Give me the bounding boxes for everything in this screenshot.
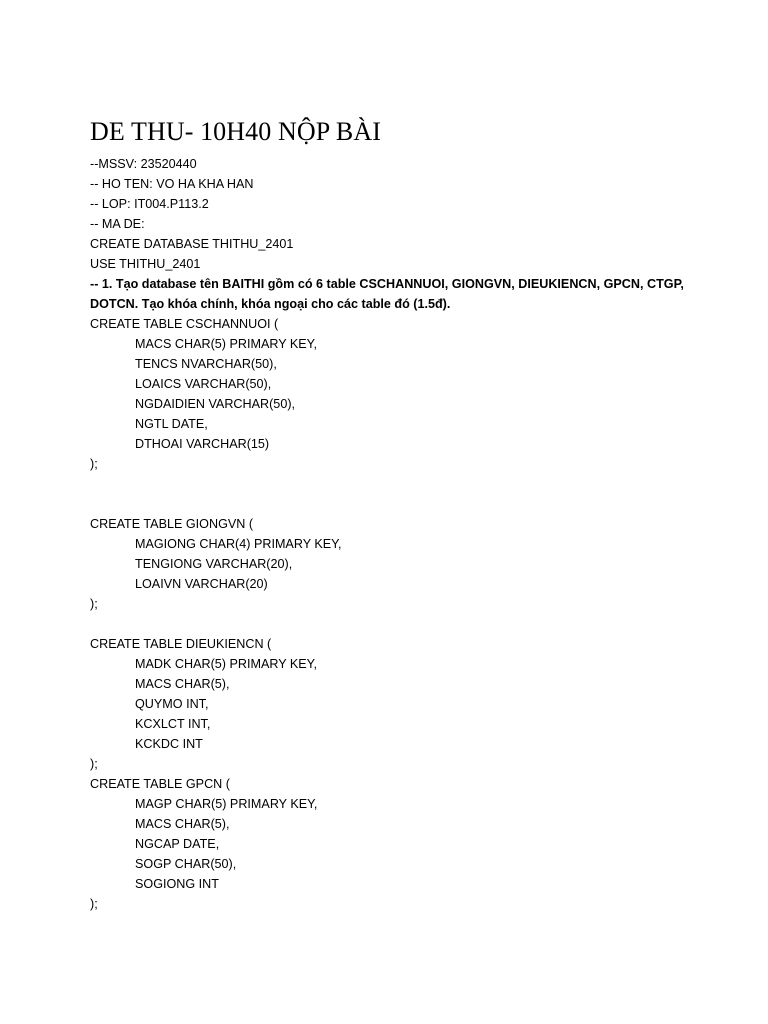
document-line: -- MA DE:	[90, 217, 145, 231]
document-line: CREATE TABLE GIONGVN (	[90, 517, 254, 531]
document-title: DE THU- 10H40 NỘP BÀI	[90, 117, 381, 146]
document-line: );	[90, 757, 98, 771]
document-line: -- 1. Tạo database tên BAITHI gồm có 6 table CSCHANNUOI, GIONGVN, DIEUKIENCN, GPCN, CTGP,	[90, 277, 684, 291]
document-line: TENGIONG VARCHAR(20),	[135, 557, 293, 571]
document-line: MACS CHAR(5) PRIMARY KEY,	[135, 337, 317, 351]
document-line: NGCAP DATE,	[135, 837, 220, 851]
document-line: SOGP CHAR(50),	[135, 857, 237, 871]
blank-line	[90, 614, 730, 634]
document-page	[90, 112, 730, 914]
document-line: );	[90, 457, 98, 471]
document-line: MACS CHAR(5),	[135, 817, 230, 831]
document-line: NGTL DATE,	[135, 417, 208, 431]
document-line: NGDAIDIEN VARCHAR(50),	[135, 397, 296, 411]
document-line: DOTCN. Tạo khóa chính, khóa ngoại cho các table đó (1.5đ).	[90, 297, 451, 311]
document-line: LOAIVN VARCHAR(20)	[135, 577, 268, 591]
blank-line	[90, 474, 730, 494]
document-line: LOAICS VARCHAR(50),	[135, 377, 272, 391]
blank-line	[90, 494, 730, 514]
document-line: QUYMO INT,	[135, 697, 209, 711]
document-line: KCXLCT INT,	[135, 717, 211, 731]
document-line: -- LOP: IT004.P113.2	[90, 197, 209, 211]
document-line: CREATE TABLE DIEUKIENCN (	[90, 637, 272, 651]
document-line: CREATE DATABASE THITHU_2401	[90, 237, 294, 251]
document-line: SOGIONG INT	[135, 877, 219, 891]
document-line: );	[90, 597, 98, 611]
document-body	[90, 154, 730, 914]
document-line: --MSSV: 23520440	[90, 157, 197, 171]
document-line: MADK CHAR(5) PRIMARY KEY,	[135, 657, 317, 671]
document-line: );	[90, 897, 98, 911]
document-line: MAGIONG CHAR(4) PRIMARY KEY,	[135, 537, 342, 551]
document-line: CREATE TABLE CSCHANNUOI (	[90, 317, 279, 331]
document-line: CREATE TABLE GPCN (	[90, 777, 230, 791]
document-line: DTHOAI VARCHAR(15)	[135, 437, 270, 451]
document-line: KCKDC INT	[135, 737, 203, 751]
document-line: -- HO TEN: VO HA KHA HAN	[90, 177, 254, 191]
document-line: MACS CHAR(5),	[135, 677, 230, 691]
document-line: MAGP CHAR(5) PRIMARY KEY,	[135, 797, 318, 811]
document-line: USE THITHU_2401	[90, 257, 201, 271]
document-line: TENCS NVARCHAR(50),	[135, 357, 277, 371]
